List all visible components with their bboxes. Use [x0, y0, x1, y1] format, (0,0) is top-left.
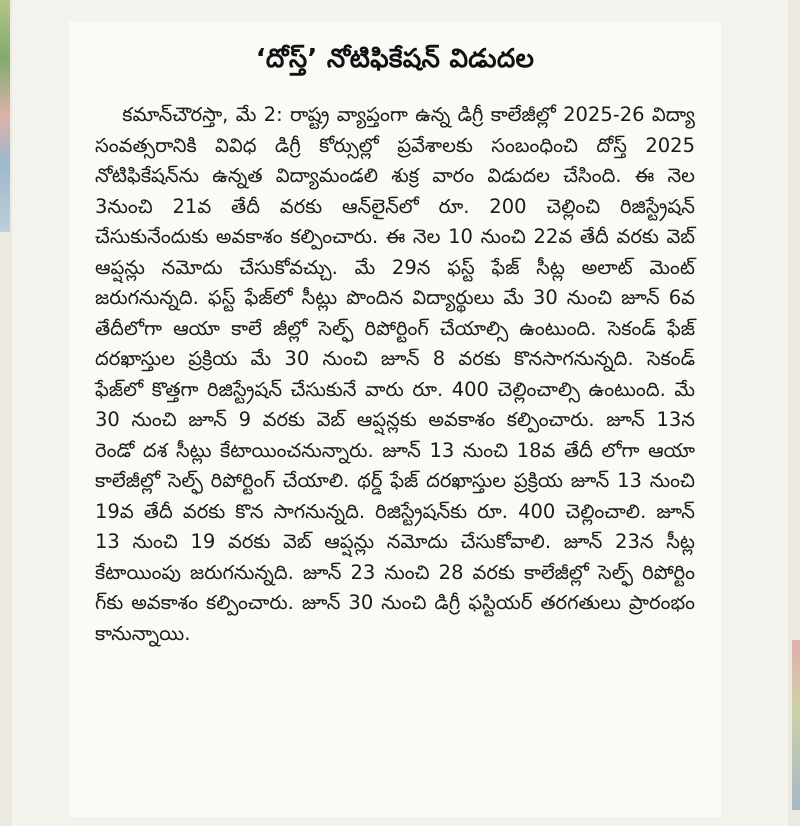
- news-article: [69, 22, 721, 817]
- left-adjacent-column: [0, 0, 12, 826]
- right-adjacent-column: [788, 0, 800, 826]
- right-adjacent-photo: [792, 640, 800, 810]
- left-adjacent-photo: [0, 0, 10, 232]
- article-body: కమాన్‌చౌరస్తా, మే 2: రాష్ట్ర వ్యాప్తంగా ఉన్న డిగ్రీ కాలేజీల్లో 2025-26 విద్యా సంవత్సరానికి వివిధ డిగ్రీ కోర్సుల్లో ప్రవేశాలకు సంబంధించి దోస్త్ 2025 నోటిఫికేషన్‌ను ఉన్నత విద్యామండలి శుక్ర వారం విడుదల చేసింది. ఈ నెల 3నుంచి 21వ తేదీ వరకు ఆన్‌లైన్‌లో రూ. 200 చెల్లించి రిజిస్ట్రేషన్ చేసుకునేందుకు అవకాశం కల్పించారు. ఈ నెల 10 నుంచి 22వ తేదీ వరకు వెబ్ ఆప్షన్లు నమోదు చేసుకోవచ్చు. మే 29న ఫస్ట్ ఫేజ్ సీట్ల అలాట్ మెంట్ జరుగనున్నది. ఫస్ట్ ఫేజ్‌లో సీట్లు పొందిన విద్యార్థులు మే 30 నుంచి జూన్ 6వ తేదీలోగా ఆయా కాలే జీల్లో సెల్ఫ్ రిపోర్టింగ్ చేయాల్సి ఉంటుంది. సెకండ్ ఫేజ్ దరఖాస్తుల ప్రక్రియ మే 30 నుంచి జూన్ 8 వరకు కొనసాగనున్నది. సెకండ్ ఫేజ్‌లో కొత్తగా రిజిస్ట్రేషన్ చేసుకునే వారు రూ. 400 చెల్లించాల్సి ఉంటుంది. మే 30 నుంచి జూన్ 9 వరకు వెబ్ ఆప్షన్లకు అవకాశం కల్పించారు. జూన్ 13న రెండో దశ సీట్లు కేటాయించనున్నారు. జూన్ 13 నుంచి 18వ తేదీ లోగా ఆయా కాలేజీల్లో సెల్ఫ్ రిపోర్టింగ్ చేయాలి. థర్డ్ ఫేజ్ దరఖాస్తుల ప్రక్రియ జూన్ 13 నుంచి 19వ తేదీ వరకు కొన సాగనున్నది. రిజిస్ట్రేషన్‌కు రూ. 400 చెల్లించాలి. జూన్ 13 నుంచి 19 వరకు వెబ్ ఆప్షన్లు నమోదు చేసుకోవాలి. జూన్ 23న సీట్ల కేటాయింపు జరుగనున్నది. జూన్ 23 నుంచి 28 వరకు కాలేజీల్లో సెల్ఫ్ రిపోర్టిం గ్‌కు అవకాశం కల్పించారు. జూన్ 30 నుంచి డిగ్రీ ఫస్టియర్ తరగతులు ప్రారంభం కానున్నాయి.: [95, 103, 695, 645]
- article-headline: ‘దోస్త్’ నోటిఫికేషన్ విడుదల: [255, 44, 535, 74]
